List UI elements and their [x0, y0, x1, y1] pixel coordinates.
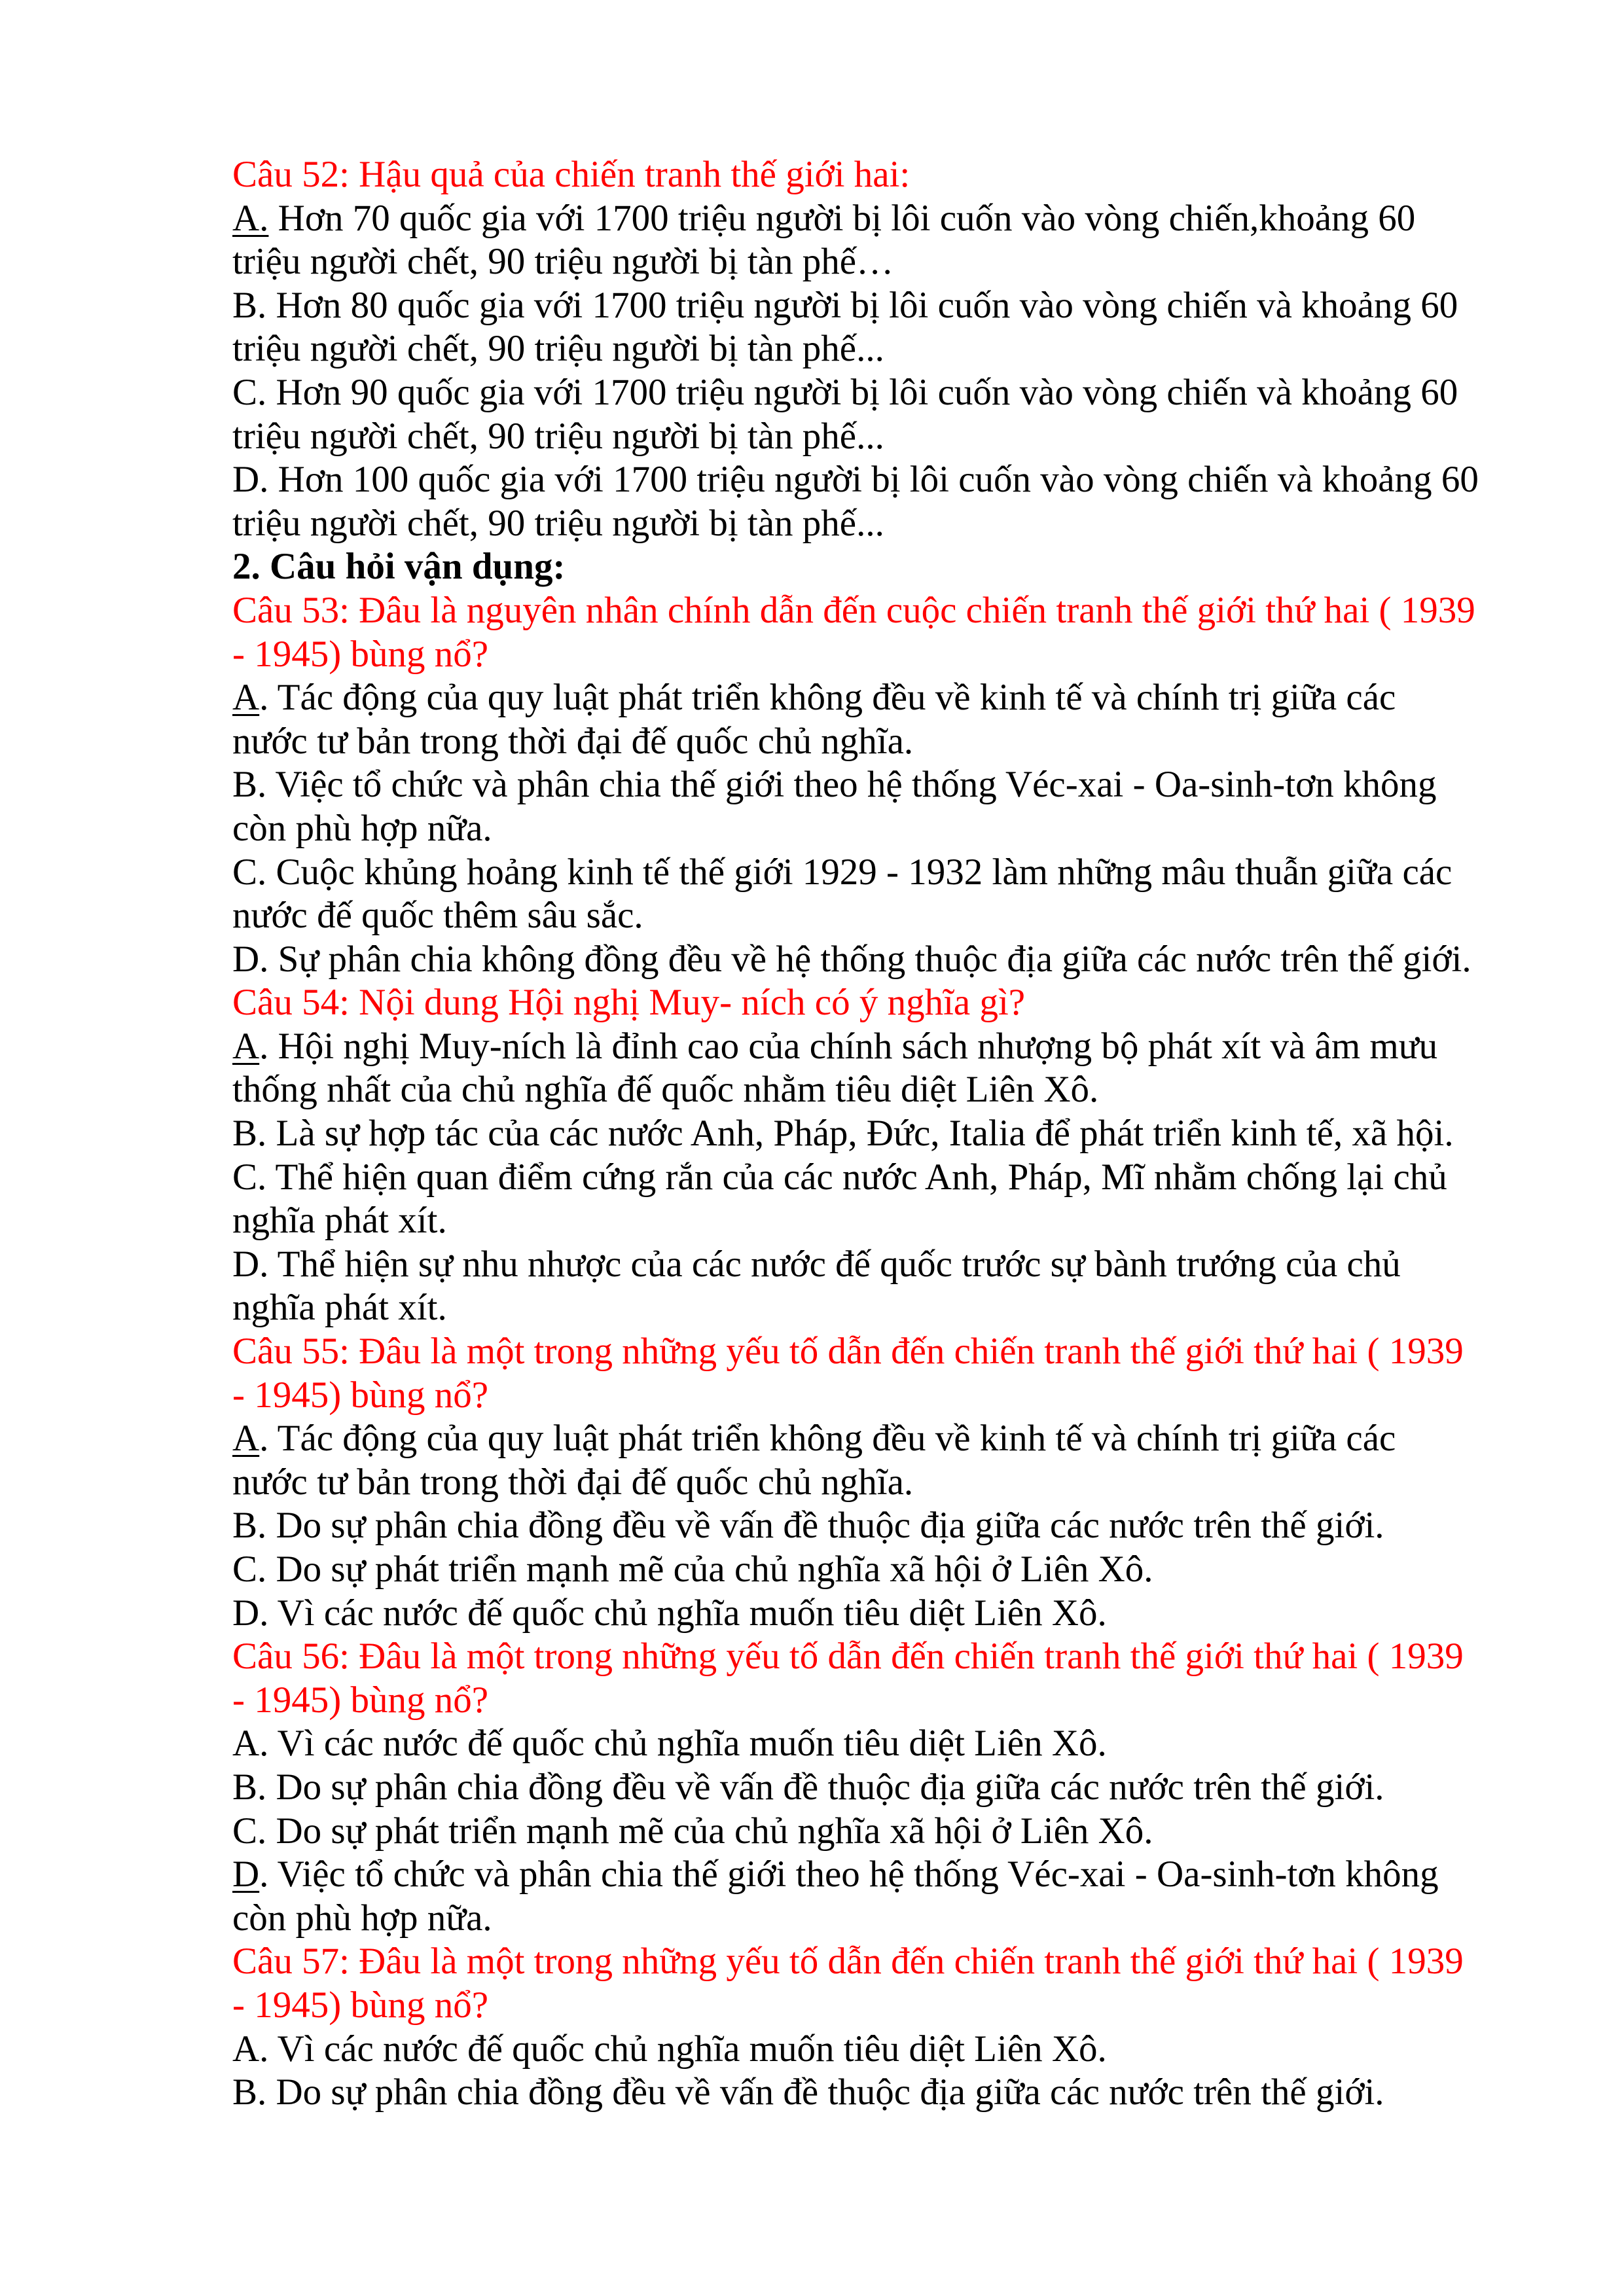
question-54-option-c: C. Thể hiện quan điểm cứng rắn của các nước Anh, Pháp, Mĩ nhằm chống lại chủ — [232, 1156, 1447, 1198]
question-54-option-a — [232, 1025, 1515, 1069]
question-53-option-d: D. Sự phân chia không đồng đều về hệ thống thuộc địa giữa các nước trên thế giới. — [232, 938, 1471, 980]
question-54-option-d-cont: nghĩa phát xít. — [232, 1287, 447, 1329]
question-53-option-a-cont: nước tư bản trong thời đại đế quốc chủ nghĩa. — [232, 720, 914, 762]
answer-letter-a: A — [232, 677, 260, 719]
question-55-option-b: B. Do sự phân chia đồng đều về vấn đề thuộc địa giữa các nước trên thế giới. — [232, 1505, 1384, 1547]
option-text: . Tác động của quy luật phát triển không đều về kinh tế và chính trị giữa các — [259, 677, 1396, 719]
question-55-option-a-cont: nước tư bản trong thời đại đế quốc chủ nghĩa. — [232, 1461, 914, 1503]
option-text: . Việc tổ chức và phân chia thế giới theo hệ thống Véc-xai - Oa-sinh-tơn không — [259, 1854, 1439, 1895]
question-53-title-cont: - 1945) bùng nổ? — [232, 633, 489, 675]
question-54-option-c-cont: nghĩa phát xít. — [232, 1200, 447, 1242]
question-53-option-b: B. Việc tổ chức và phân chia thế giới theo hệ thống Véc-xai - Oa-sinh-tơn không — [232, 764, 1437, 806]
question-57-option-b: B. Do sự phân chia đồng đều về vấn đề thuộc địa giữa các nước trên thế giới. — [232, 2072, 1384, 2113]
question-53-option-c-cont: nước đế quốc thêm sâu sắc. — [232, 895, 643, 937]
question-57-option-a: A. Vì các nước đế quốc chủ nghĩa muốn tiêu diệt Liên Xô. — [232, 2028, 1107, 2070]
question-55-title-cont: - 1945) bùng nổ? — [232, 1374, 489, 1416]
question-55-title: Câu 55: Đâu là một trong những yếu tố dẫn đến chiến tranh thế giới thứ hai ( 1939 — [232, 1331, 1464, 1372]
question-52-option-b: B. Hơn 80 quốc gia với 1700 triệu người bị lôi cuốn vào vòng chiến và khoảng 60 — [232, 284, 1458, 326]
question-52-option-c: C. Hơn 90 quốc gia với 1700 triệu người bị lôi cuốn vào vòng chiến và khoảng 60 — [232, 371, 1458, 413]
question-56-option-c: C. Do sự phát triển mạnh mẽ của chủ nghĩa xã hội ở Liên Xô. — [232, 1810, 1153, 1852]
question-52-option-d-cont: triệu người chết, 90 triệu người bị tàn phế... — [232, 502, 884, 544]
option-text: Hơn 70 quốc gia với 1700 triệu người bị lôi cuốn vào vòng chiến,khoảng 60 — [268, 197, 1416, 239]
option-text: . Hội nghị Muy-ních là đỉnh cao của chính sách nhượng bộ phát xít và âm mưu — [259, 1025, 1438, 1067]
question-56-option-d — [232, 1853, 1515, 1897]
question-53-option-c: C. Cuộc khủng hoảng kinh tế thế giới 1929 - 1932 làm những mâu thuẫn giữa các — [232, 851, 1453, 893]
question-53-option-a — [232, 676, 1515, 720]
question-56-option-b: B. Do sự phân chia đồng đều về vấn đề thuộc địa giữa các nước trên thế giới. — [232, 1766, 1384, 1808]
question-57-title-cont: - 1945) bùng nổ? — [232, 1984, 489, 2026]
answer-letter-a: A — [232, 1025, 260, 1067]
question-53-title: Câu 53: Đâu là nguyên nhân chính dẫn đến cuộc chiến tranh thế giới thứ hai ( 1939 — [232, 589, 1475, 631]
question-56-title-cont: - 1945) bùng nổ? — [232, 1679, 489, 1721]
document-page — [232, 153, 1515, 2115]
answer-letter-d: D — [232, 1854, 260, 1895]
question-52-option-a — [232, 197, 1515, 241]
answer-letter-a: A — [232, 1418, 260, 1460]
question-52-option-d: D. Hơn 100 quốc gia với 1700 triệu người bị lôi cuốn vào vòng chiến và khoảng 60 — [232, 459, 1479, 501]
question-54-option-d: D. Thể hiện sự nhu nhược của các nước đế quốc trước sự bành trướng của chủ — [232, 1243, 1401, 1285]
question-52-option-c-cont: triệu người chết, 90 triệu người bị tàn phế... — [232, 415, 884, 457]
question-57-title: Câu 57: Đâu là một trong những yếu tố dẫn đến chiến tranh thế giới thứ hai ( 1939 — [232, 1941, 1464, 1982]
question-55-option-d: D. Vì các nước đế quốc chủ nghĩa muốn tiêu diệt Liên Xô. — [232, 1592, 1107, 1634]
question-55-option-c: C. Do sự phát triển mạnh mẽ của chủ nghĩa xã hội ở Liên Xô. — [232, 1549, 1153, 1590]
question-52-title: Câu 52: Hậu quả của chiến tranh thế giới hai: — [232, 154, 911, 195]
question-56-option-a: A. Vì các nước đế quốc chủ nghĩa muốn tiêu diệt Liên Xô. — [232, 1723, 1107, 1765]
answer-letter-a: A. — [232, 197, 269, 239]
question-52-option-b-cont: triệu người chết, 90 triệu người bị tàn phế... — [232, 328, 884, 370]
question-56-option-d-cont: còn phù hợp nữa. — [232, 1897, 492, 1939]
question-53-option-b-cont: còn phù hợp nữa. — [232, 807, 492, 849]
option-text: . Tác động của quy luật phát triển không đều về kinh tế và chính trị giữa các — [259, 1418, 1396, 1460]
question-54-option-b: B. Là sự hợp tác của các nước Anh, Pháp, Đức, Italia để phát triển kinh tế, xã hội. — [232, 1113, 1454, 1155]
question-54-option-a-cont: thống nhất của chủ nghĩa đế quốc nhằm tiêu diệt Liên Xô. — [232, 1069, 1099, 1111]
question-54-title: Câu 54: Nội dung Hội nghị Muy- ních có ý nghĩa gì? — [232, 982, 1026, 1024]
question-56-title: Câu 56: Đâu là một trong những yếu tố dẫn đến chiến tranh thế giới thứ hai ( 1939 — [232, 1636, 1464, 1677]
question-52-option-a-cont: triệu người chết, 90 triệu người bị tàn phế… — [232, 241, 894, 283]
section-heading: 2. Câu hỏi vận dụng: — [232, 546, 566, 588]
question-55-option-a — [232, 1417, 1515, 1461]
